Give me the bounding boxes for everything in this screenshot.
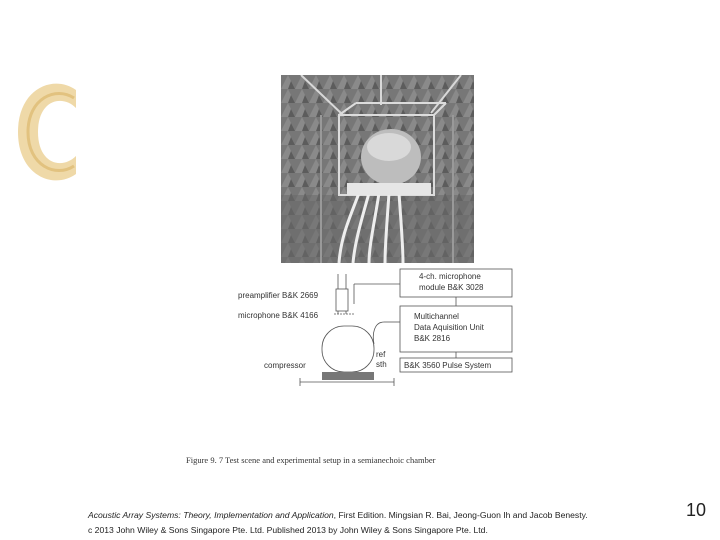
daq-line3: B&K 2816 xyxy=(414,334,451,343)
module-line1: 4-ch. microphone xyxy=(419,272,481,281)
module-line2: module B&K 3028 xyxy=(419,283,484,292)
ref-label-line1: ref xyxy=(376,350,386,359)
citation-line2: c 2013 John Wiley & Sons Singapore Pte. Ltd. Published 2013 by John Wiley & Sons Singapore Pte. Ltd. xyxy=(88,525,488,535)
test-scene-photo xyxy=(281,75,474,263)
citation-authors: , First Edition. Mingsian R. Bai, Jeong-Guon Ih and Jacob Benesty. xyxy=(333,510,588,520)
preamplifier-label: preamplifier B&K 2669 xyxy=(238,291,319,300)
citation-line1 xyxy=(88,508,678,523)
figure-caption: Figure 9. 7 Test scene and experimental setup in a semianechoic chamber xyxy=(186,455,436,465)
decorative-c-shape xyxy=(14,78,80,186)
compressor-shape xyxy=(322,326,374,372)
test-scene-image xyxy=(281,75,474,263)
citation-title: Acoustic Array Systems: Theory, Implementation and Application xyxy=(88,510,334,520)
ref-label-line2: sth xyxy=(376,360,387,369)
daq-line1: Multichannel xyxy=(414,312,459,321)
page-number: 10 xyxy=(686,500,707,520)
daq-line2: Data Aquisition Unit xyxy=(414,323,484,332)
pulse-system-label: B&K 3560 Pulse System xyxy=(404,361,492,370)
compressor-label: compressor xyxy=(264,361,306,370)
microphone-label: microphone B&K 4166 xyxy=(238,311,319,320)
setup-diagram xyxy=(234,264,520,394)
citation xyxy=(88,508,678,538)
